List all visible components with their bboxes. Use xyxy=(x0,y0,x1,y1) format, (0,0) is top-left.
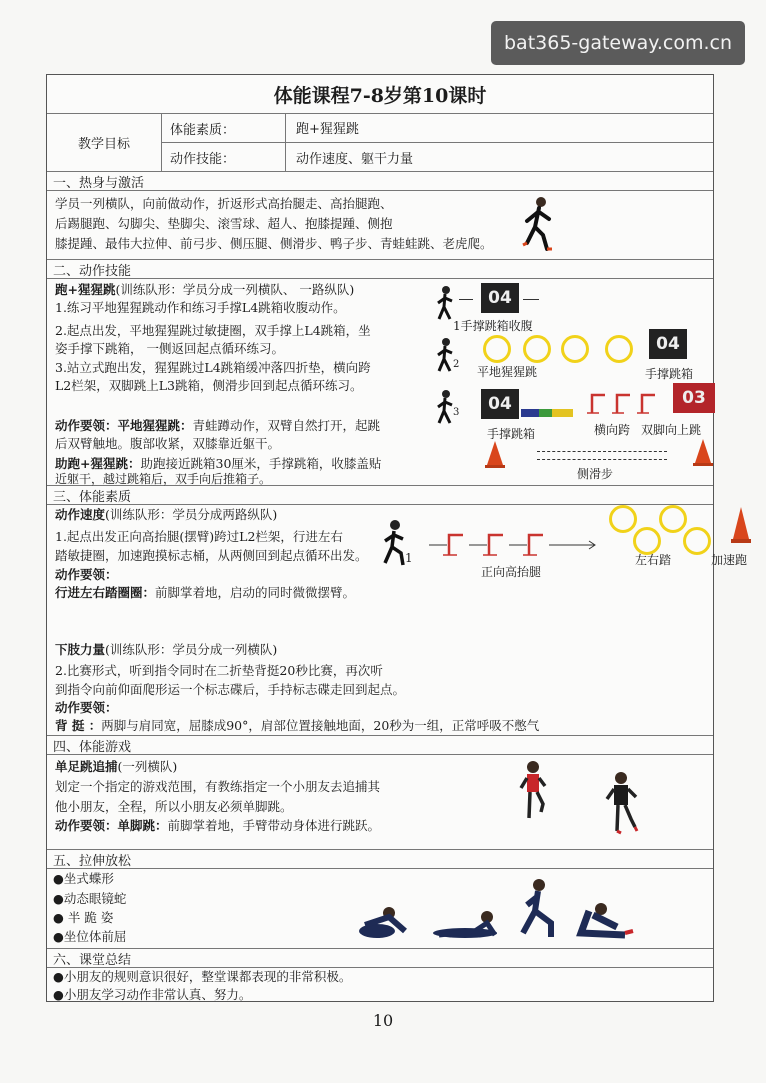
section-warmup-heading: 一、热身与激活 xyxy=(47,172,713,191)
section-skills-body xyxy=(47,279,713,486)
speed-line: 1.起点出发正向高抬腿(摆臂)跨过L2栏架，行进左右 xyxy=(55,529,343,544)
agility-ring xyxy=(561,335,589,363)
lower-limb-line: 到指令向前仰面爬形运一个标志碟后，手持标志碟走回到起点。 xyxy=(55,682,406,697)
essentials-bold: 动作要领：单脚跳： xyxy=(55,818,168,833)
label-support-tuck: 1手撑跳箱收腹 xyxy=(453,319,533,333)
agility-ring xyxy=(609,505,637,533)
label-num-2: 2 xyxy=(453,359,460,370)
teaching-objectives xyxy=(47,114,713,172)
game-line: 划定一个指定的游戏范围，有教练指定一个小朋友去追捕其 xyxy=(55,779,381,794)
cone-icon xyxy=(731,505,751,545)
skills-essentials-2b: 近躯干，越过跳箱后，双手向后推箱子。 xyxy=(55,472,272,486)
cone-icon xyxy=(485,439,505,469)
skill-value: 动作速度、躯干力量 xyxy=(296,152,414,167)
stretch-item: ●动态眼镜蛇 xyxy=(53,891,127,906)
stretch-item: ●坐位体前屈 xyxy=(53,929,127,944)
section-summary-heading: 六、课堂总结 xyxy=(47,949,713,968)
section-warmup-body xyxy=(47,191,713,260)
objectives-label: 教学目标 xyxy=(47,114,162,171)
section-stretch-body xyxy=(47,869,713,949)
stretching-children-figures xyxy=(355,875,645,945)
agility-ring xyxy=(605,335,633,363)
skills-step: 姿手撑下跳箱， 一侧返回起点循环练习。 xyxy=(55,341,284,356)
hurdles-icon xyxy=(587,385,677,417)
skills-step: 1.练习平地猩猩跳动作和练习手撑L4跳箱收腹动作。 xyxy=(55,300,346,315)
label-flat-jump: 平地猩猩跳 xyxy=(477,365,538,379)
dashed-path xyxy=(537,451,667,452)
speed-drill-diagram xyxy=(377,505,748,635)
lower-essentials-label: 动作要领： xyxy=(55,700,118,715)
lesson-plan-sheet xyxy=(46,74,748,1002)
label-side-step-over: 横向跨 xyxy=(594,423,631,437)
child-figure-icon xyxy=(435,285,455,321)
speed-essentials-label: 动作要领： xyxy=(55,567,118,582)
label-num-3: 3 xyxy=(453,407,460,418)
game-bold: 单足跳追捕 xyxy=(55,759,118,774)
label-side-slide: 侧滑步 xyxy=(577,467,614,481)
label-left-right: 左右踏 xyxy=(635,553,672,567)
lower-limb-intro xyxy=(55,640,277,660)
lower-essentials xyxy=(55,716,539,736)
speed-line: 踏敏捷圈，加速跑摸标志桶，从两侧回到起点循环出发。 xyxy=(55,548,368,563)
child-figure-icon xyxy=(435,337,455,373)
game-intro xyxy=(55,757,177,777)
speed-essentials xyxy=(55,583,355,603)
page-number: 10 xyxy=(372,1011,394,1030)
essentials-bold: 背 挺 ： xyxy=(55,718,102,733)
skills-step: L2栏架，双脚跳上L3跳箱，侧滑步回到起点循环练习。 xyxy=(55,378,363,393)
folding-mat xyxy=(521,409,573,417)
fitness-value: 跑+猩猩跳 xyxy=(286,114,713,143)
essentials-rest: 前脚掌着地，启动的同时微微摆臂。 xyxy=(155,585,356,600)
stretch-item: ● 半 跪 姿 xyxy=(53,910,114,925)
box-l4: 04 xyxy=(649,329,687,359)
dashed-path xyxy=(537,459,667,460)
essentials-bold: 助跑+猩猩跳： xyxy=(55,456,141,471)
skills-essentials-1b: 后双臂触地。腹部收紧，双膝靠近躯干。 xyxy=(55,436,281,451)
agility-ring xyxy=(683,527,711,555)
speed-rest: (训练队形：学员分成两路纵队) xyxy=(105,507,278,522)
essentials-rest: 助跑接近跳箱30厘米，手撑跳箱，收膝盖贴 xyxy=(140,456,382,471)
section-fitness-heading: 三、体能素质 xyxy=(47,486,713,505)
label-support-box-1: 手撑跳箱 xyxy=(645,367,694,381)
warmup-line: 学员一列横队，向前做动作，折返形式高抬腿走、高抬腿跑、 xyxy=(55,196,393,211)
hurdles-arrow-icon xyxy=(429,523,599,563)
essentials-rest: 两脚与肩同宽，屈膝成90°，肩部位置接触地面，20秒为一组，正常呼吸不憋气 xyxy=(101,718,540,733)
label-num-1: 1 xyxy=(405,551,413,565)
section-stretch-heading: 五、拉伸放松 xyxy=(47,850,713,869)
speed-bold: 动作速度 xyxy=(55,507,106,522)
skills-essentials-1 xyxy=(55,416,380,436)
lower-bold: 下肢力量 xyxy=(55,642,106,657)
warmup-line: 后踢腿跑、勾脚尖、垫脚尖、滚雪球、超人、抱膝提踵、侧抱 xyxy=(55,216,393,231)
label-accelerate: 加速跑 xyxy=(711,553,748,567)
child-hopping-figure xyxy=(517,760,551,822)
game-line: 他小朋友，全程，所以小朋友必须单脚跳。 xyxy=(55,799,293,814)
section-skills-heading: 二、动作技能 xyxy=(47,260,713,279)
game-rest: (一列横队) xyxy=(117,759,178,774)
summary-item: ●小朋友的规则意识很好，整堂课都表现的非常积极。 xyxy=(53,969,352,984)
agility-ring xyxy=(659,505,687,533)
page-title: 体能课程7-8岁第10课时 xyxy=(47,75,713,114)
skill-label: 动作技能： xyxy=(161,143,286,172)
skills-step: 2.起点出发，平地猩猩跳过敏捷圈，双手撑上L4跳箱，坐 xyxy=(55,323,371,338)
essentials-rest: 青蛙蹲动作，双臂自然打开，起跳 xyxy=(192,418,381,433)
skills-intro-bold: 跑+猩猩跳 xyxy=(55,282,116,297)
section-fitness-body xyxy=(47,505,748,736)
arrow-line xyxy=(523,299,539,300)
box-l4: 04 xyxy=(481,283,519,313)
warmup-line: 膝提踵、最伟大拉伸、前弓步、侧压腿、侧滑步、鸭子步、青蛙蛙跳、老虎爬。 xyxy=(55,236,493,251)
lower-rest: (训练队形：学员分成一列横队) xyxy=(105,642,278,657)
section-game-heading: 四、体能游戏 xyxy=(47,736,713,755)
fitness-label: 体能素质： xyxy=(161,114,286,143)
agility-ring xyxy=(523,335,551,363)
essentials-bold: 动作要领：平地猩猩跳： xyxy=(55,418,193,433)
essentials-rest: 前脚掌着地，手臂带动身体进行跳跃。 xyxy=(167,818,381,833)
label-double-jump: 双脚向上跳 xyxy=(641,423,702,437)
section-summary-body xyxy=(47,968,713,1002)
game-essentials xyxy=(55,816,380,836)
speed-intro xyxy=(55,505,277,525)
skills-step: 3.站立式跑出发，猩猩跳过L4跳箱缓冲落四折垫，横向跨 xyxy=(55,360,371,375)
box-l3: 03 xyxy=(673,383,715,413)
cone-icon xyxy=(693,437,713,467)
skills-drill-diagram xyxy=(427,279,715,485)
stretch-item: ●坐式蝶形 xyxy=(53,871,114,886)
skills-intro-rest: (训练队形：学员分成一列横队、 一路纵队) xyxy=(115,282,355,297)
section-game-body xyxy=(47,755,713,850)
lower-limb-line: 2.比赛形式，听到指令同时在二折垫背挺20秒比赛，再次听 xyxy=(55,663,383,678)
child-running-figure xyxy=(381,519,407,567)
arrow-line xyxy=(459,299,473,300)
child-hopping-figure xyxy=(601,771,641,837)
child-running-figure xyxy=(517,195,557,253)
box-l4: 04 xyxy=(481,389,519,419)
agility-ring xyxy=(483,335,511,363)
summary-item: ●小朋友学习动作非常认真、努力。 xyxy=(53,987,252,1002)
skills-essentials-2 xyxy=(55,454,381,474)
label-support-box-2: 手撑跳箱 xyxy=(487,427,536,441)
label-high-knee: 正向高抬腿 xyxy=(481,565,542,579)
essentials-bold: 行进左右踏圈圈： xyxy=(55,585,156,600)
watermark: bat365-gateway.com.cn xyxy=(491,21,745,65)
skills-intro xyxy=(55,280,354,300)
child-figure-icon xyxy=(435,389,455,425)
